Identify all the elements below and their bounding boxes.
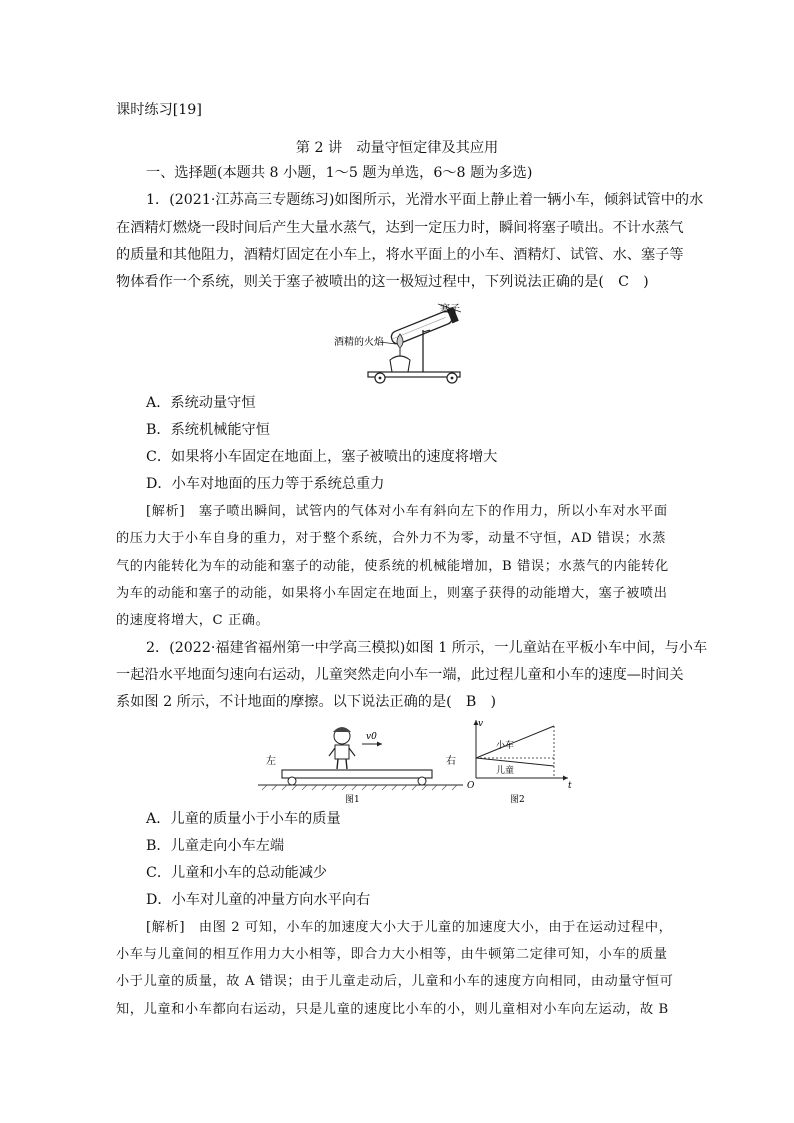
- q1-option-a: A．系统动量守恒: [146, 395, 256, 411]
- q2-option-c: C．儿童和小车的总动能减少: [146, 865, 328, 881]
- q1-analysis-line: 为车的动能和塞子的动能，如果将小车固定在地面上，则塞子获得的动能增大，塞子被喷出: [116, 586, 668, 601]
- q2-analysis-line: 小车与儿童间的相互作用力大小相等，即合力大小相等，由牛顿第二定律可知，小车的质量: [116, 947, 668, 962]
- label-t: t: [568, 781, 572, 791]
- label-left: 左: [266, 756, 276, 767]
- q1-stem-line: 的质量和其他阻力，酒精灯固定在小车上，将水平面上的小车、酒精灯、试管、水、塞子等: [116, 247, 684, 263]
- label-right: 右: [446, 756, 456, 767]
- q1-analysis-line: 气的内能转化为车的动能和塞子的动能，使系统的机械能增加，B 错误；水蒸气的内能转化: [116, 559, 669, 574]
- label-v0: v0: [366, 732, 377, 742]
- label-child: 儿童: [496, 766, 515, 776]
- q2-figure-2: [464, 714, 574, 806]
- q2-figure-1: [258, 718, 463, 806]
- q1-analysis-line: 的速度将增大，C 正确。: [116, 613, 270, 628]
- q1-stem-line: 物体看作一个系统，则关于塞子被喷出的这一极短过程中，下列说法正确的是( C ): [116, 274, 649, 290]
- q2-analysis-line: 小于儿童的质量，故 A 错误；由于儿童走动后，儿童和小车的速度方向相同，由动量守恒可: [116, 974, 674, 989]
- caption-fig1: 图1: [345, 795, 360, 805]
- label-stopper: 塞子: [440, 304, 460, 315]
- q2-stem-line: 一起沿水平地面匀速向右运动，儿童突然走向小车一端，此过程儿童和小车的速度—时间关: [116, 667, 684, 683]
- q1-option-b: B．系统机械能守恒: [146, 422, 270, 438]
- label-v: v: [478, 719, 484, 729]
- q2-option-d: D．小车对儿童的冲量方向水平向右: [146, 892, 371, 908]
- cart: [368, 372, 460, 383]
- q1-analysis-line: [解析] 塞子喷出瞬间，试管内的气体对小车有斜向左下的作用力，所以小车对水平面: [146, 504, 668, 519]
- q2-option-a: A．儿童的质量小于小车的质量: [146, 811, 341, 827]
- q1-stem-line: 1．(2021·江苏高三专题练习)如图所示，光滑水平面上静止着一辆小车，倾斜试管中的水: [146, 192, 704, 208]
- alcohol-lamp: [390, 334, 410, 372]
- flame-shape: [397, 334, 403, 348]
- q1-option-d: D．小车对地面的压力等于系统总重力: [146, 476, 385, 492]
- ground: [258, 785, 463, 790]
- label-cart: 小车: [496, 741, 515, 751]
- q2-option-b: B．儿童走向小车左端: [146, 838, 285, 854]
- q1-analysis-line: 的压力大于小车自身的重力，对于整个系统，合外力不为零，动量不守恒，AD 错误；水蒸: [116, 531, 667, 546]
- q2-analysis-line: 知，儿童和小车都向右运动，只是儿童的速度比小车的小，则儿童相对小车向左运动，故 B: [116, 1002, 669, 1017]
- caption-fig2: 图2: [510, 795, 525, 805]
- label-flame: 酒精的火焰: [334, 337, 384, 348]
- q1-apparatus-figure: [330, 300, 490, 390]
- q2-stem-line: 系如图 2 所示，不计地面的摩擦。以下说法正确的是( B ): [116, 694, 497, 710]
- lesson-title: 第 2 讲 动量守恒定律及其应用: [295, 140, 499, 156]
- label-origin: O: [467, 781, 475, 791]
- cart-velocity-line: [476, 726, 554, 758]
- child-velocity-line: [476, 758, 554, 766]
- q2-stem-line: 2．(2022·福建省福州第一中学高三模拟)如图 1 所示，一儿童站在平板小车中间，与小车: [146, 640, 708, 656]
- section-heading: 一、选择题(本题共 8 小题，1～5 题为单选，6～8 题为多选): [146, 165, 533, 181]
- q1-option-c: C．如果将小车固定在地面上，塞子被喷出的速度将增大: [146, 449, 498, 465]
- q2-analysis-line: [解析] 由图 2 可知，小车的加速度大小大于儿童的加速度大小，由于在运动过程中，: [146, 920, 673, 935]
- flat-cart: [282, 770, 432, 785]
- exercise-header: 课时练习[19]: [116, 102, 202, 118]
- q1-stem-line: 在酒精灯燃烧一段时间后产生大量水蒸气，达到一定压力时，瞬间将塞子喷出。不计水蒸气: [116, 220, 684, 236]
- child-figure: [329, 727, 355, 769]
